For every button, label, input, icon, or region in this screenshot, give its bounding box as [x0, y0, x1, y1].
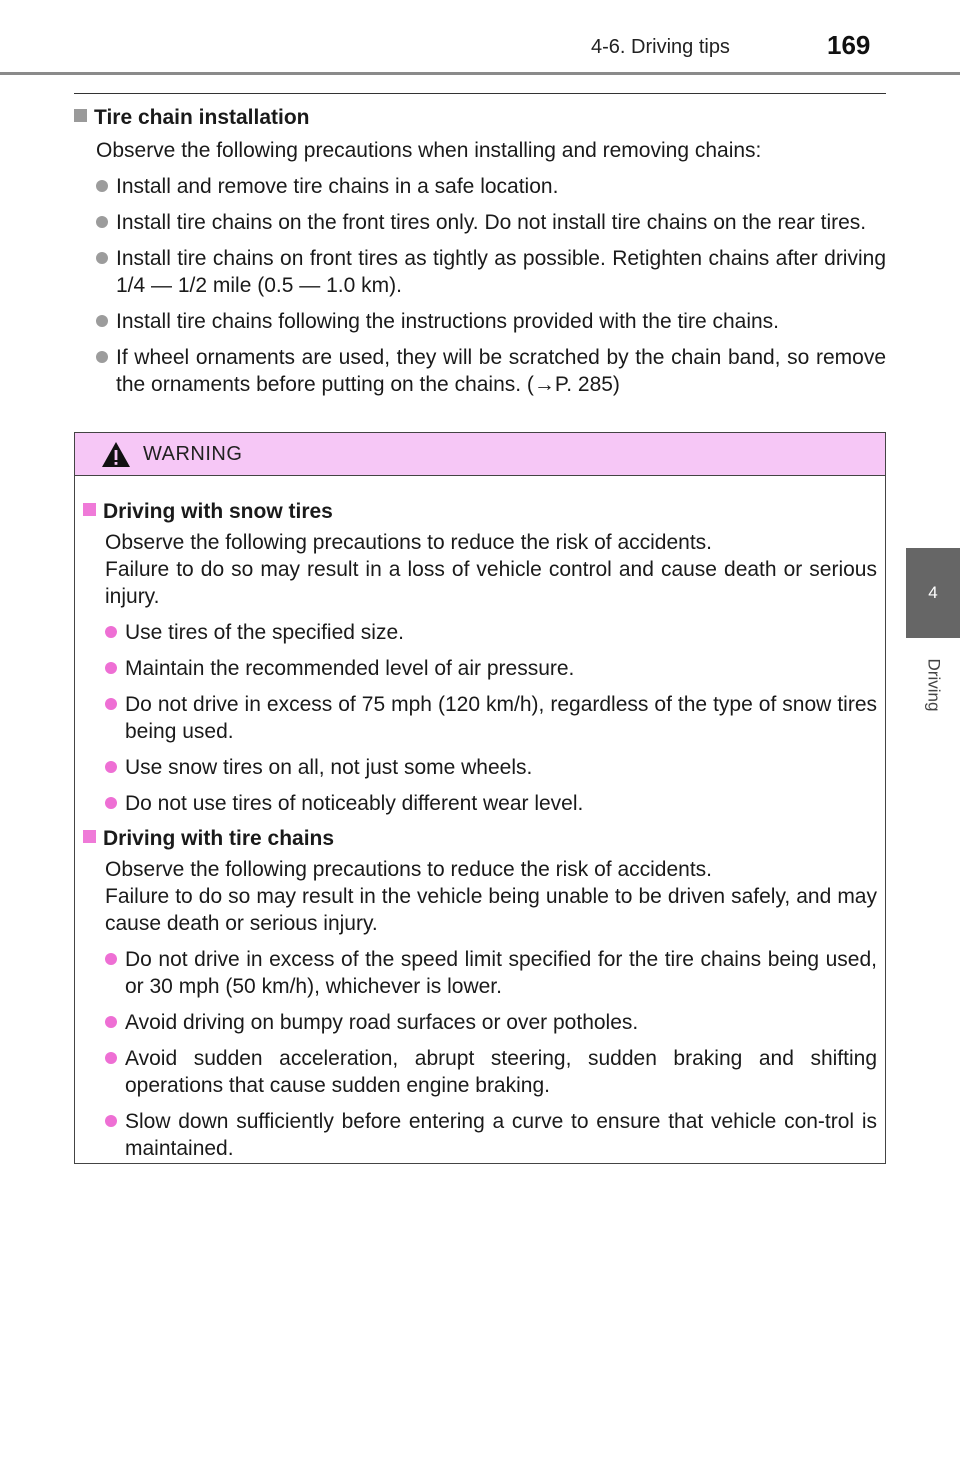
header-section-title: 4-6. Driving tips: [591, 36, 730, 58]
bullet-dot-icon: [105, 662, 117, 674]
bullet-dot-icon: [105, 797, 117, 809]
bullet-dot-icon: [96, 252, 108, 264]
warning-section-heading-text: Driving with snow tires: [103, 500, 333, 523]
square-bullet-icon: [83, 503, 96, 516]
list-item: [83, 1108, 877, 1162]
list-item-text: Do not drive in excess of 75 mph (120 km/h), regardless of the type of snow tires being used.: [125, 693, 877, 743]
warning-title: WARNING: [143, 442, 243, 465]
bullet-dot-icon: [105, 698, 117, 710]
list-item-text: Install tire chains on front tires as tightly as possible. Retighten chains after driving 1/4 — 1/2 mile (0.5 — 1.0 km).: [116, 247, 886, 297]
warning-section-intro2: Failure to do so may result in a loss of vehicle control and cause death or serious injury.: [105, 558, 877, 608]
bullet-list: [74, 173, 886, 398]
bullet-dot-icon: [105, 626, 117, 638]
list-item-text: Slow down sufficiently before entering a curve to ensure that vehicle con-trol is maintained.: [125, 1110, 877, 1160]
warning-section-heading: [83, 498, 877, 525]
bullet-dot-icon: [96, 315, 108, 327]
list-item-text: Install tire chains on the front tires only. Do not install tire chains on the rear tires.: [116, 211, 867, 234]
bullet-dot-icon: [105, 1052, 117, 1064]
bullet-dot-icon: [105, 761, 117, 773]
list-item: [74, 344, 886, 398]
list-item-text: Use tires of the specified size.: [125, 621, 404, 644]
warning-header: [75, 433, 885, 476]
list-item-text: Do not drive in excess of the speed limit specified for the tire chains being used, or 30 mph (50 km/h), whichever is lower.: [125, 948, 877, 998]
bullet-dot-icon: [96, 180, 108, 192]
chapter-tab-number: 4: [906, 548, 960, 638]
section-rule: [74, 93, 886, 94]
list-item-text: Avoid sudden acceleration, abrupt steering, sudden braking and shifting operations that cause sudden engine braking.: [125, 1047, 877, 1097]
section-heading: [74, 104, 886, 131]
list-item-text: Do not use tires of noticeably different wear level.: [125, 792, 584, 815]
list-item: [83, 790, 877, 817]
list-item: [74, 245, 886, 299]
list-item-text: If wheel ornaments are used, they will be scratched by the chain band, so remove the ornaments before putting on the chains. (→P. 285): [116, 346, 886, 396]
warning-triangle-icon: [101, 441, 131, 468]
list-item-text: Maintain the recommended level of air pressure.: [125, 657, 575, 680]
warning-section-heading: [83, 825, 877, 852]
page-number: 169: [827, 30, 871, 60]
bullet-dot-icon: [105, 953, 117, 965]
warning-section-intro: Observe the following precautions to reduce the risk of accidents.: [105, 858, 712, 881]
list-item-text: Avoid driving on bumpy road surfaces or over potholes.: [125, 1011, 639, 1034]
header-rule: [0, 72, 960, 75]
warning-bullet-list: [83, 619, 877, 817]
list-item: [83, 946, 877, 1000]
list-item-text: Use snow tires on all, not just some wheels.: [125, 756, 533, 779]
tire-chain-section: [74, 104, 886, 398]
list-item: [83, 754, 877, 781]
warning-section-intro2: Failure to do so may result in the vehicle being unable to be driven safely, and may cause death or serious injury.: [105, 885, 877, 935]
warning-section-intro: Observe the following precautions to reduce the risk of accidents.: [105, 531, 712, 554]
square-bullet-icon: [83, 830, 96, 843]
warning-body: [75, 476, 885, 1162]
bullet-dot-icon: [96, 351, 108, 363]
list-item: [83, 619, 877, 646]
list-item: [83, 655, 877, 682]
list-item-text: Install and remove tire chains in a safe location.: [116, 175, 559, 198]
list-item: [74, 173, 886, 200]
warning-section-heading-text: Driving with tire chains: [103, 827, 335, 850]
section-heading-text: Tire chain installation: [94, 106, 310, 129]
square-bullet-icon: [74, 109, 87, 122]
bullet-dot-icon: [105, 1016, 117, 1028]
list-item: [74, 209, 886, 236]
chapter-tab-label: [906, 640, 960, 730]
list-item: [83, 1045, 877, 1099]
section-intro: Observe the following precautions when installing and removing chains:: [96, 139, 762, 162]
list-item-text: Install tire chains following the instructions provided with the tire chains.: [116, 310, 779, 333]
bullet-dot-icon: [105, 1115, 117, 1127]
bullet-dot-icon: [96, 216, 108, 228]
warning-box: [74, 432, 886, 1164]
chapter-tab-label-text: Driving: [924, 658, 943, 712]
list-item: [83, 691, 877, 745]
list-item: [74, 308, 886, 335]
warning-bullet-list: [83, 946, 877, 1162]
list-item: [83, 1009, 877, 1036]
